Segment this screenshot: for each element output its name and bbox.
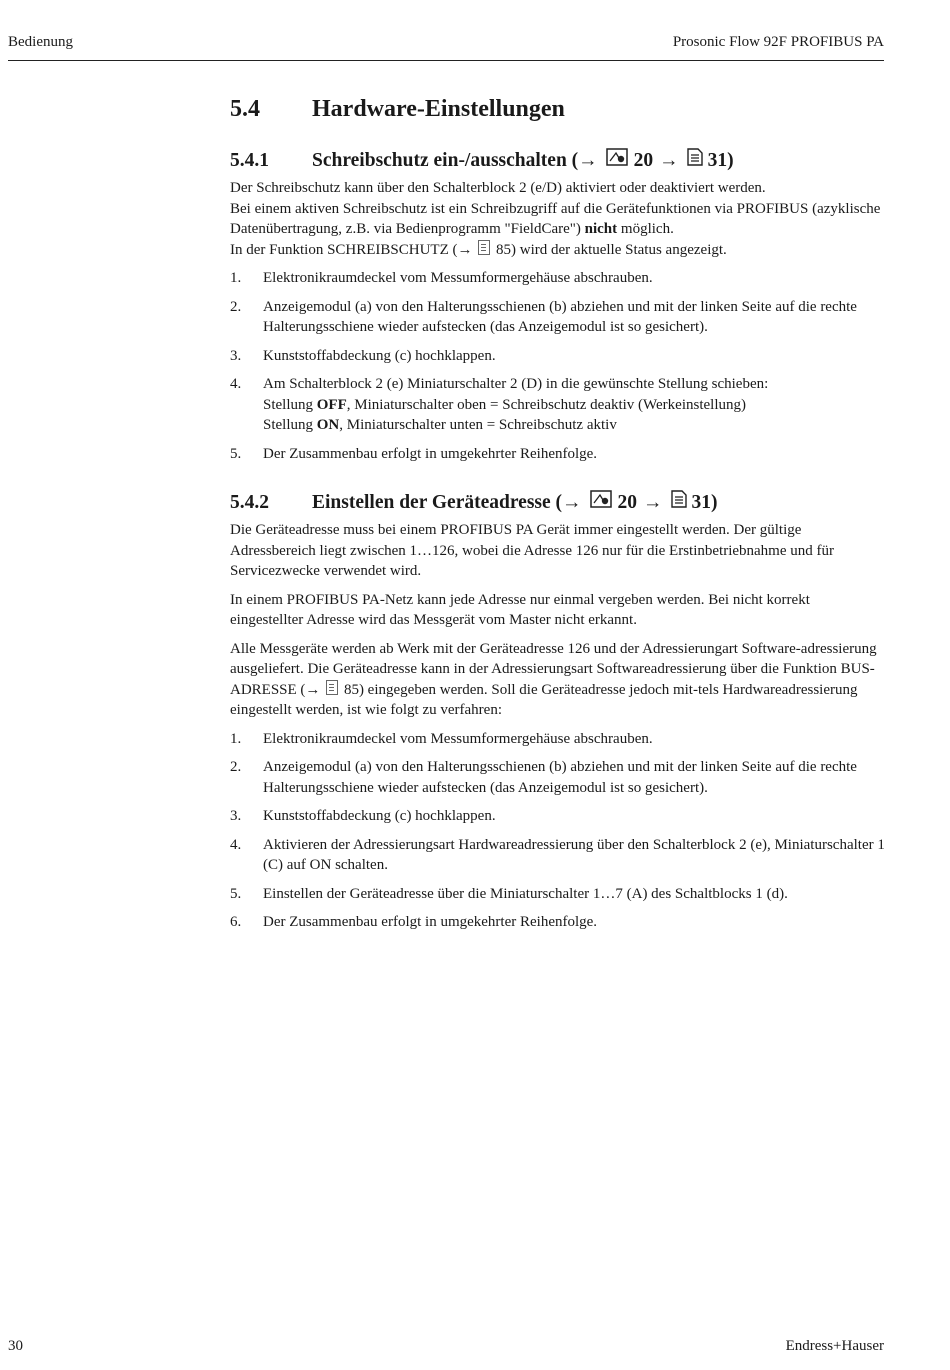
page-ref-number: 31) — [707, 150, 734, 171]
list-item — [230, 835, 886, 876]
paragraph: In einem PROFIBUS PA-Netz kann jede Adresse nur einmal vergeben werden. Bei nicht korrekt eingestellter Adresse wird das Messgerät vom Master nicht erkannt. — [230, 591, 810, 628]
page-ref-number: 31) — [691, 492, 718, 513]
subsection-number: 5.4.2 — [230, 492, 269, 513]
list-item — [230, 757, 886, 798]
list-number: 4. — [230, 836, 242, 853]
list-text: Stellung — [263, 417, 317, 433]
list-number: 3. — [230, 808, 242, 824]
page-icon — [326, 680, 338, 695]
paragraph — [230, 178, 886, 260]
figure-ref-icon — [590, 490, 612, 508]
intro-text: In der Funktion SCHREIBSCHUTZ (→ — [230, 241, 473, 258]
steps-list-1 — [230, 268, 886, 464]
intro-line: Der Schreibschutz kann über den Schalterblock 2 (e/D) aktiviert oder deaktiviert werden. — [230, 180, 766, 196]
ref-arrow: → — [643, 492, 663, 513]
list-emphasis: ON — [316, 417, 340, 433]
list-number: 2. — [230, 759, 242, 775]
paragraph — [230, 639, 886, 721]
list-text: , Miniaturschalter oben = Schreibschutz deaktiv (Werkeinstellung) — [346, 396, 746, 413]
list-item — [230, 268, 886, 289]
list-item — [230, 374, 886, 436]
intro-emphasis: nicht — [584, 221, 618, 237]
list-text: Anzeigemodul (a) von den Halterungsschienen (b) abziehen und mit der linken Seite auf die rechte Halterungsschiene wieder aufstecken (das Anzeigemodul ist so gesichert). — [263, 298, 857, 335]
list-item — [230, 729, 886, 750]
subsection-title: Schreibschutz ein-/ausschalten (→ — [312, 150, 598, 171]
list-number: 1. — [230, 730, 242, 747]
subsection-heading-2 — [230, 490, 886, 520]
list-number: 5. — [230, 445, 242, 462]
list-number: 3. — [230, 347, 242, 364]
header-chapter: Bedienung — [8, 34, 73, 50]
list-text: Elektronikraumdeckel vom Messumformergehäuse abschrauben. — [263, 270, 653, 286]
intro-text-end: 85) wird der aktuelle Status angezeigt. — [496, 241, 727, 258]
list-text: Der Zusammenbau erfolgt in umgekehrter Reihenfolge. — [263, 914, 598, 930]
main-content — [230, 96, 886, 941]
subsection-title: Einstellen der Geräteadresse (→ — [312, 492, 582, 513]
list-text: Stellung — [263, 396, 317, 413]
list-text: Elektronikraumdeckel vom Messumformergehäuse abschrauben. — [263, 730, 653, 747]
list-text: Kunststoffabdeckung (c) hochklappen. — [263, 808, 496, 824]
list-text: Anzeigemodul (a) von den Halterungsschienen (b) abziehen und mit der linken Seite auf die rechte Halterungsschiene wieder aufstecken (das Anzeigemodul ist so gesichert). — [263, 759, 857, 796]
section-title: Hardware-Einstellungen — [312, 96, 565, 122]
list-item — [230, 806, 886, 827]
section-number: 5.4 — [230, 96, 260, 122]
figure-ref-number: 20 — [633, 150, 654, 171]
page-number: 30 — [8, 1338, 23, 1354]
subsection-heading-1 — [230, 148, 886, 178]
list-item — [230, 912, 886, 933]
header-product: Prosonic Flow 92F PROFIBUS PA — [672, 34, 884, 50]
list-emphasis: OFF — [316, 396, 347, 413]
brand-name: Endress+Hauser — [785, 1338, 884, 1354]
list-text: , Miniaturschalter unten = Schreibschutz aktiv — [339, 417, 617, 433]
list-item — [230, 884, 886, 905]
list-text: Der Zusammenbau erfolgt in umgekehrter Reihenfolge. — [263, 445, 598, 462]
list-text: Am Schalterblock 2 (e) Miniaturschalter 2 (D) in die gewünschte Stellung schieben: — [263, 376, 769, 392]
section-heading — [230, 96, 886, 128]
ref-arrow: → — [659, 150, 679, 171]
list-number: 4. — [230, 376, 242, 392]
page-header — [8, 32, 884, 61]
paragraph-text-end: 85) eingegeben werden. Soll die Geräteadresse jedoch mit-tels Hardwareadressierung eingestellt werden, ist wie folgt zu verfahren: — [230, 681, 858, 718]
page-ref-icon — [687, 148, 703, 166]
list-number: 6. — [230, 914, 242, 930]
list-number: 1. — [230, 270, 242, 286]
paragraph-text: Alle Messgeräte werden ab Werk mit der Geräteadresse 126 und der Adressierungart Software-adressierung ausgeliefert. Die Geräteadresse kann in der Adressierungsart Softwareadressierung über die Funktion BUS-ADRESSE (→ — [230, 640, 877, 698]
steps-list-2 — [230, 729, 886, 933]
intro-text: Bei einem aktiven Schreibschutz ist ein Schreibzugriff auf die Gerätefunktionen via PROFIBUS (azyklische Datenübertragung, z.B. via Bedienprogramm "FieldCare") — [230, 200, 881, 237]
list-number: 5. — [230, 885, 242, 902]
subsection-number: 5.4.1 — [230, 150, 269, 171]
list-item — [230, 297, 886, 338]
list-item — [230, 444, 886, 465]
page-icon — [478, 240, 490, 255]
list-text: Aktivieren der Adressierungsart Hardwareadressierung über den Schalterblock 2 (e), Miniaturschalter 1 (C) auf ON schalten. — [263, 836, 885, 873]
figure-ref-number: 20 — [617, 492, 638, 513]
list-text: Einstellen der Geräteadresse über die Miniaturschalter 1…7 (A) des Schaltblocks 1 (d). — [263, 885, 788, 902]
list-number: 2. — [230, 298, 242, 315]
list-item — [230, 346, 886, 367]
figure-ref-icon — [606, 148, 628, 166]
page-ref-icon — [671, 490, 687, 508]
list-text: Kunststoffabdeckung (c) hochklappen. — [263, 347, 496, 364]
intro-text-end: möglich. — [617, 221, 674, 237]
paragraph: Die Geräteadresse muss bei einem PROFIBUS PA Gerät immer eingestellt werden. Der gültige Adressbereich liegt zwischen 1…126, wobei die Adresse 126 nur für die Erstinbetriebnahme und für Servicezwecke verwendet wird. — [230, 522, 834, 579]
